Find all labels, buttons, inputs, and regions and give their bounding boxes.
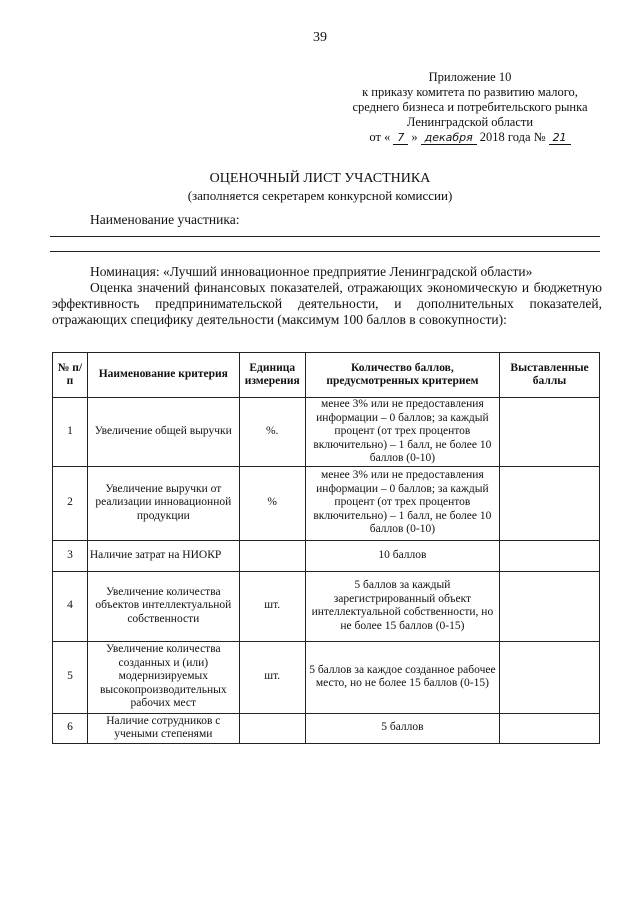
appendix-line: Ленинградской области — [406, 115, 534, 129]
row-unit — [239, 540, 305, 571]
table-header-row — [53, 353, 600, 398]
nomination-text: Номинация: «Лучший инновационное предприятие Ленинградской области» — [90, 264, 533, 279]
row-num: 2 — [53, 466, 88, 540]
row-unit: шт. — [239, 571, 305, 641]
table-row — [53, 466, 600, 540]
row-points: 5 баллов за каждый зарегистрированный объект интеллектуальной собственности, но не более 15 баллов (0-15) — [305, 571, 499, 641]
page-title: ОЦЕНОЧНЫЙ ЛИСТ УЧАСТНИКА — [209, 171, 431, 186]
header-unit: Единица измерения — [239, 353, 305, 398]
handwritten-order-number: 21 — [549, 131, 571, 145]
row-unit: %. — [239, 398, 305, 467]
row-awarded-input[interactable] — [500, 398, 600, 467]
appendix-line: среднего бизнеса и потребительского рынка — [352, 100, 588, 114]
date-prefix: от « — [369, 130, 391, 144]
handwritten-month: декабря — [421, 131, 477, 145]
row-unit — [239, 713, 305, 743]
page-subtitle: (заполняется секретарем конкурсной комиссии) — [187, 188, 453, 203]
header-name: Наименование критерия — [87, 353, 239, 398]
row-awarded-input[interactable] — [500, 571, 600, 641]
row-points: менее 3% или не предоставления информации – 0 баллов; за каждый процент (от трех процентов включительно) – 1 балл, не более 10 баллов (0-10) — [305, 466, 499, 540]
row-points: 5 баллов за каждое созданное рабочее место, но не более 15 баллов (0-15) — [305, 641, 499, 713]
row-criterion: Увеличение выручки от реализации инновационной продукции — [87, 466, 239, 540]
row-criterion: Наличие затрат на НИОКР — [87, 540, 239, 571]
table-row — [53, 540, 600, 571]
participant-name-line — [50, 236, 600, 237]
table-row — [53, 571, 600, 641]
table-row — [53, 713, 600, 743]
row-criterion: Увеличение количества объектов интеллектуальной собственности — [87, 571, 239, 641]
criteria-table — [52, 352, 600, 744]
appendix-line: к приказу комитета по развитию малого, — [362, 85, 578, 99]
row-criterion: Увеличение количества созданных и (или) модернизируемых высокопроизводительных рабочих мест — [87, 641, 239, 713]
row-unit: % — [239, 466, 305, 540]
row-unit: шт. — [239, 641, 305, 713]
row-awarded-input[interactable] — [500, 713, 600, 743]
header-points: Количество баллов, предусмотренных критерием — [305, 353, 499, 398]
row-awarded-input[interactable] — [500, 540, 600, 571]
row-awarded-input[interactable] — [500, 641, 600, 713]
row-num: 3 — [53, 540, 88, 571]
date-separator: » — [411, 130, 418, 144]
row-awarded-input[interactable] — [500, 466, 600, 540]
row-points: 10 баллов — [305, 540, 499, 571]
row-num: 6 — [53, 713, 88, 743]
order-date-line — [330, 130, 610, 145]
header-awarded: Выставленные баллы — [500, 353, 600, 398]
row-num: 5 — [53, 641, 88, 713]
table-row — [53, 398, 600, 467]
page-number: 39 — [313, 30, 327, 45]
appendix-block — [330, 70, 610, 145]
row-criterion: Увеличение общей выручки — [87, 398, 239, 467]
participant-name-line — [50, 251, 600, 252]
handwritten-day: 7 — [393, 131, 408, 145]
date-suffix: 2018 года № — [479, 130, 546, 144]
row-num: 4 — [53, 571, 88, 641]
row-num: 1 — [53, 398, 88, 467]
participant-name-label: Наименование участника: — [90, 212, 240, 227]
table-row — [53, 641, 600, 713]
row-points: менее 3% или не предоставления информации – 0 баллов; за каждый процент (от трех процентов включительно) – 1 балл, не более 10 баллов (0-10) — [305, 398, 499, 467]
row-criterion: Наличие сотрудников с учеными степенями — [87, 713, 239, 743]
appendix-line: Приложение 10 — [428, 70, 512, 84]
intro-paragraph: Оценка значений финансовых показателей, отражающих экономическую и бюджетную эффективность предпринимательской деятельности, и дополнительных показателей, отражающих специфику деятельности (максимум 100 баллов в совокупности): — [52, 280, 602, 327]
header-num: № п/п — [53, 353, 88, 398]
row-points: 5 баллов — [305, 713, 499, 743]
